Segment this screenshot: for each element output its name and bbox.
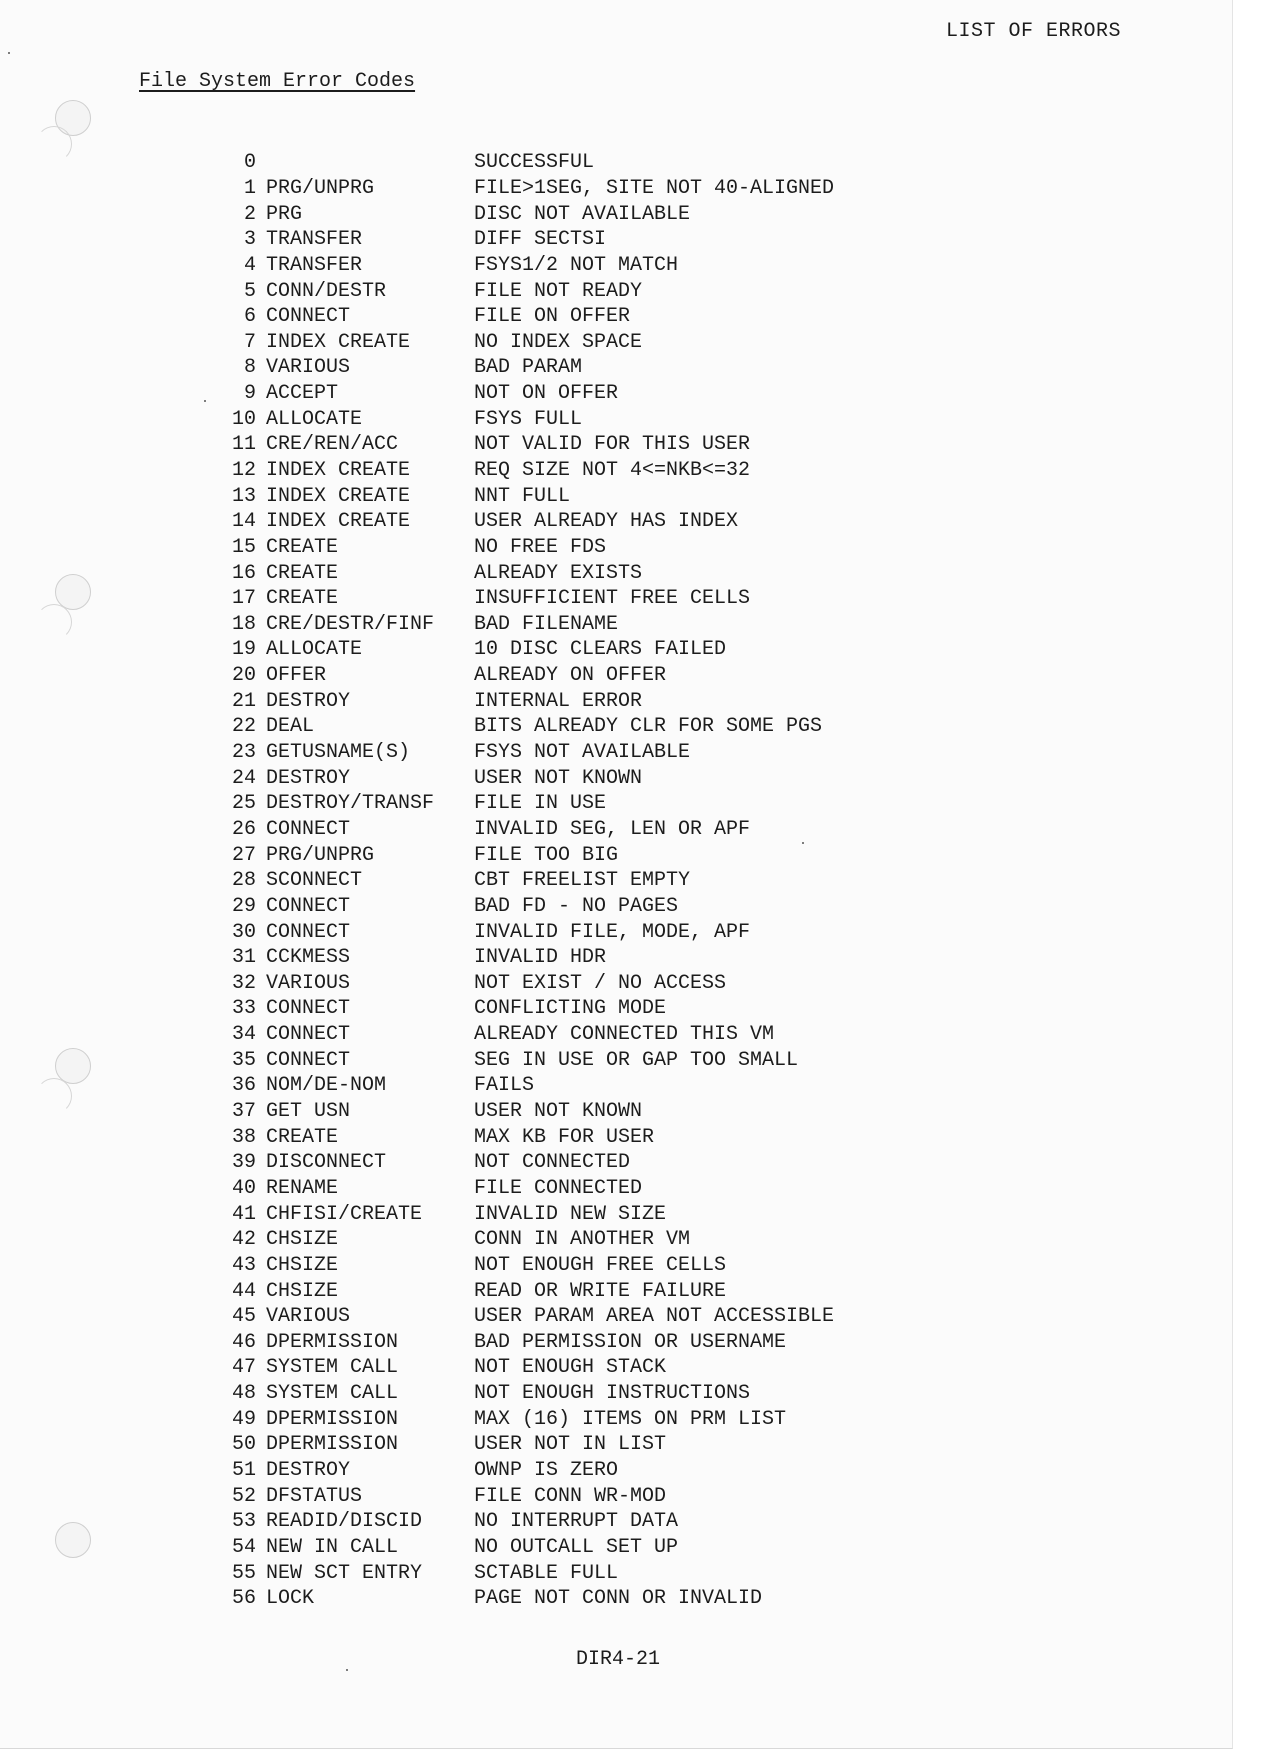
error-caller: SYSTEM CALL bbox=[266, 1356, 399, 1380]
error-code: 49 bbox=[231, 1407, 256, 1431]
error-row bbox=[220, 868, 920, 894]
error-meaning: DIFF SECTSI bbox=[474, 228, 607, 252]
error-code: 45 bbox=[231, 1305, 256, 1329]
error-row bbox=[220, 945, 920, 971]
error-meaning: ALREADY EXISTS bbox=[474, 561, 643, 585]
error-meaning: FSYS FULL bbox=[474, 407, 583, 431]
error-code: 48 bbox=[231, 1382, 256, 1406]
page-number: DIR4-21 bbox=[576, 1648, 661, 1671]
error-caller: ALLOCATE bbox=[266, 638, 363, 662]
error-row bbox=[220, 612, 920, 638]
error-caller: TRANSFER bbox=[266, 228, 363, 252]
error-row bbox=[220, 586, 920, 612]
error-meaning: CONFLICTING MODE bbox=[474, 997, 667, 1021]
error-meaning: MAX KB FOR USER bbox=[474, 1125, 655, 1149]
error-meaning: BAD FILENAME bbox=[474, 612, 619, 636]
error-meaning: FSYS NOT AVAILABLE bbox=[474, 741, 691, 765]
error-caller: CONN/DESTR bbox=[266, 279, 387, 303]
error-row bbox=[220, 1458, 920, 1484]
error-caller: CHSIZE bbox=[266, 1279, 339, 1303]
error-meaning: SUCCESSFUL bbox=[474, 151, 595, 175]
error-caller: CHSIZE bbox=[266, 1228, 339, 1252]
error-meaning: FILE ON OFFER bbox=[474, 305, 631, 329]
error-code: 39 bbox=[231, 1151, 256, 1175]
error-row bbox=[220, 406, 920, 432]
page-header-title: LIST OF ERRORS bbox=[946, 20, 1122, 43]
error-row bbox=[220, 663, 920, 689]
error-meaning: ALREADY CONNECTED THIS VM bbox=[474, 1023, 775, 1047]
error-caller: CREATE bbox=[266, 561, 339, 585]
error-meaning: FILE CONNECTED bbox=[474, 1176, 643, 1200]
error-code: 2 bbox=[243, 202, 256, 226]
error-row bbox=[220, 996, 920, 1022]
error-caller: DESTROY bbox=[266, 689, 351, 713]
error-code: 51 bbox=[231, 1458, 256, 1482]
error-meaning: NOT EXIST / NO ACCESS bbox=[474, 971, 727, 995]
error-code: 17 bbox=[231, 587, 256, 611]
error-code: 40 bbox=[231, 1176, 256, 1200]
error-row bbox=[220, 483, 920, 509]
error-meaning: FSYS1/2 NOT MATCH bbox=[474, 253, 679, 277]
error-meaning: NOT ENOUGH FREE CELLS bbox=[474, 1253, 727, 1277]
error-meaning: CBT FREELIST EMPTY bbox=[474, 869, 691, 893]
error-code: 29 bbox=[231, 894, 256, 918]
error-code: 18 bbox=[231, 612, 256, 636]
error-row bbox=[220, 1227, 920, 1253]
error-row bbox=[220, 1509, 920, 1535]
error-code: 4 bbox=[243, 253, 256, 277]
error-code: 0 bbox=[243, 151, 256, 175]
error-meaning: FILE TOO BIG bbox=[474, 843, 619, 867]
error-code: 53 bbox=[231, 1510, 256, 1534]
error-code: 35 bbox=[231, 1048, 256, 1072]
error-code: 6 bbox=[243, 305, 256, 329]
error-meaning: OWNP IS ZERO bbox=[474, 1458, 619, 1482]
error-meaning: INVALID SEG, LEN OR APF bbox=[474, 817, 751, 841]
error-code: 9 bbox=[243, 382, 256, 406]
error-row bbox=[220, 1124, 920, 1150]
error-caller: VARIOUS bbox=[266, 971, 351, 995]
error-caller: CONNECT bbox=[266, 894, 351, 918]
error-row bbox=[220, 894, 920, 920]
error-caller: CREATE bbox=[266, 1125, 339, 1149]
error-code: 11 bbox=[231, 433, 256, 457]
error-code: 26 bbox=[231, 817, 256, 841]
error-code: 21 bbox=[231, 689, 256, 713]
error-code: 41 bbox=[231, 1202, 256, 1226]
error-code: 1 bbox=[243, 176, 256, 200]
error-meaning: NO FREE FDS bbox=[474, 535, 607, 559]
error-meaning: NOT ON OFFER bbox=[474, 382, 619, 406]
error-caller: NOM/DE-NOM bbox=[266, 1074, 387, 1098]
error-caller: DPERMISSION bbox=[266, 1407, 399, 1431]
error-row bbox=[220, 176, 920, 202]
error-meaning: INSUFFICIENT FREE CELLS bbox=[474, 587, 751, 611]
error-caller: DESTROY bbox=[266, 1458, 351, 1482]
error-row bbox=[220, 1304, 920, 1330]
error-meaning: PAGE NOT CONN OR INVALID bbox=[474, 1587, 763, 1611]
error-row bbox=[220, 432, 920, 458]
error-meaning: NOT CONNECTED bbox=[474, 1151, 631, 1175]
error-meaning: USER NOT IN LIST bbox=[474, 1433, 667, 1457]
error-row bbox=[220, 1099, 920, 1125]
error-caller: NEW SCT ENTRY bbox=[266, 1561, 423, 1585]
error-meaning: INVALID FILE, MODE, APF bbox=[474, 920, 751, 944]
error-code: 34 bbox=[231, 1023, 256, 1047]
error-row bbox=[220, 740, 920, 766]
error-code: 54 bbox=[231, 1535, 256, 1559]
error-caller: GET USN bbox=[266, 1100, 351, 1124]
error-caller: NEW IN CALL bbox=[266, 1535, 399, 1559]
error-caller: GETUSNAME(S) bbox=[266, 741, 411, 765]
error-row bbox=[220, 355, 920, 381]
error-row bbox=[220, 791, 920, 817]
error-row bbox=[220, 381, 920, 407]
error-meaning: 10 DISC CLEARS FAILED bbox=[474, 638, 727, 662]
error-row bbox=[220, 1406, 920, 1432]
error-caller: CONNECT bbox=[266, 997, 351, 1021]
error-meaning: READ OR WRITE FAILURE bbox=[474, 1279, 727, 1303]
error-caller: VARIOUS bbox=[266, 1305, 351, 1329]
error-row bbox=[220, 1483, 920, 1509]
error-caller: CCKMESS bbox=[266, 946, 351, 970]
error-row bbox=[220, 637, 920, 663]
error-caller: SYSTEM CALL bbox=[266, 1382, 399, 1406]
error-row bbox=[220, 817, 920, 843]
error-code: 3 bbox=[243, 228, 256, 252]
error-caller: INDEX CREATE bbox=[266, 484, 411, 508]
error-meaning: SEG IN USE OR GAP TOO SMALL bbox=[474, 1048, 799, 1072]
error-meaning: USER NOT KNOWN bbox=[474, 766, 643, 790]
error-row bbox=[220, 1560, 920, 1586]
error-meaning: BITS ALREADY CLR FOR SOME PGS bbox=[474, 715, 823, 739]
error-meaning: CONN IN ANOTHER VM bbox=[474, 1228, 691, 1252]
error-caller: CONNECT bbox=[266, 305, 351, 329]
error-code: 27 bbox=[231, 843, 256, 867]
error-meaning: MAX (16) ITEMS ON PRM LIST bbox=[474, 1407, 787, 1431]
error-code: 22 bbox=[231, 715, 256, 739]
error-row bbox=[220, 509, 920, 535]
error-code: 52 bbox=[231, 1484, 256, 1508]
error-meaning: NO INTERRUPT DATA bbox=[474, 1510, 679, 1534]
error-code: 42 bbox=[231, 1228, 256, 1252]
error-code: 20 bbox=[231, 664, 256, 688]
error-meaning: USER PARAM AREA NOT ACCESSIBLE bbox=[474, 1305, 835, 1329]
error-row bbox=[220, 227, 920, 253]
error-code: 15 bbox=[231, 535, 256, 559]
error-row bbox=[220, 1201, 920, 1227]
error-row bbox=[220, 765, 920, 791]
error-caller: DEAL bbox=[266, 715, 315, 739]
error-caller: READID/DISCID bbox=[266, 1510, 423, 1534]
error-row bbox=[220, 1535, 920, 1561]
error-row bbox=[220, 560, 920, 586]
error-row bbox=[220, 1329, 920, 1355]
error-meaning: BAD PARAM bbox=[474, 356, 583, 380]
error-code: 23 bbox=[231, 741, 256, 765]
scan-speck bbox=[8, 52, 10, 54]
punch-hole-2-outline bbox=[36, 604, 72, 640]
error-meaning: BAD FD - NO PAGES bbox=[474, 894, 679, 918]
error-row bbox=[220, 919, 920, 945]
error-row bbox=[220, 971, 920, 997]
error-row bbox=[220, 842, 920, 868]
error-caller: CONNECT bbox=[266, 1023, 351, 1047]
punch-hole-4 bbox=[55, 1522, 91, 1558]
error-row bbox=[220, 688, 920, 714]
error-code: 7 bbox=[243, 330, 256, 354]
error-code: 8 bbox=[243, 356, 256, 380]
error-code: 37 bbox=[231, 1100, 256, 1124]
error-caller: CRE/REN/ACC bbox=[266, 433, 399, 457]
error-meaning: USER ALREADY HAS INDEX bbox=[474, 510, 739, 534]
error-code: 25 bbox=[231, 792, 256, 816]
error-meaning: DISC NOT AVAILABLE bbox=[474, 202, 691, 226]
error-caller: DPERMISSION bbox=[266, 1433, 399, 1457]
error-caller: DPERMISSION bbox=[266, 1330, 399, 1354]
error-row bbox=[220, 535, 920, 561]
error-code: 47 bbox=[231, 1356, 256, 1380]
error-meaning: USER NOT KNOWN bbox=[474, 1100, 643, 1124]
error-caller: PRG/UNPRG bbox=[266, 843, 375, 867]
error-code: 33 bbox=[231, 997, 256, 1021]
error-code: 24 bbox=[231, 766, 256, 790]
error-code: 50 bbox=[231, 1433, 256, 1457]
error-meaning: INVALID NEW SIZE bbox=[474, 1202, 667, 1226]
error-code: 28 bbox=[231, 869, 256, 893]
error-caller: INDEX CREATE bbox=[266, 459, 411, 482]
error-meaning: NOT ENOUGH INSTRUCTIONS bbox=[474, 1382, 751, 1406]
error-caller: CONNECT bbox=[266, 1048, 351, 1072]
error-code: 44 bbox=[231, 1279, 256, 1303]
error-caller: DISCONNECT bbox=[266, 1151, 387, 1175]
error-row bbox=[220, 1586, 920, 1612]
error-caller: OFFER bbox=[266, 664, 327, 688]
error-meaning: NO INDEX SPACE bbox=[474, 330, 643, 354]
error-meaning: BAD PERMISSION OR USERNAME bbox=[474, 1330, 787, 1354]
error-row bbox=[220, 1381, 920, 1407]
error-meaning: FILE CONN WR-MOD bbox=[474, 1484, 667, 1508]
error-meaning: SCTABLE FULL bbox=[474, 1561, 619, 1585]
error-code: 30 bbox=[231, 920, 256, 944]
error-row bbox=[220, 1047, 920, 1073]
error-code: 12 bbox=[231, 459, 256, 482]
error-meaning: FILE IN USE bbox=[474, 792, 607, 816]
error-caller: PRG/UNPRG bbox=[266, 176, 375, 200]
error-row bbox=[220, 1278, 920, 1304]
scan-speck bbox=[346, 1669, 348, 1671]
error-code-list bbox=[220, 150, 920, 1612]
error-row bbox=[220, 1253, 920, 1279]
error-caller: RENAME bbox=[266, 1176, 339, 1200]
error-meaning: NOT ENOUGH STACK bbox=[474, 1356, 667, 1380]
error-code: 32 bbox=[231, 971, 256, 995]
error-meaning: FAILS bbox=[474, 1074, 535, 1098]
error-meaning: FILE NOT READY bbox=[474, 279, 643, 303]
error-code: 31 bbox=[231, 946, 256, 970]
error-row bbox=[220, 1432, 920, 1458]
error-code: 43 bbox=[231, 1253, 256, 1277]
error-code: 38 bbox=[231, 1125, 256, 1149]
error-meaning: ALREADY ON OFFER bbox=[474, 664, 667, 688]
error-row bbox=[220, 1073, 920, 1099]
error-code: 10 bbox=[231, 407, 256, 431]
error-code: 36 bbox=[231, 1074, 256, 1098]
error-row bbox=[220, 1150, 920, 1176]
error-row bbox=[220, 1022, 920, 1048]
error-caller: CONNECT bbox=[266, 817, 351, 841]
error-caller: CRE/DESTR/FINF bbox=[266, 612, 435, 636]
error-caller: LOCK bbox=[266, 1587, 315, 1611]
error-caller: INDEX CREATE bbox=[266, 510, 411, 534]
error-code: 5 bbox=[243, 279, 256, 303]
error-code: 56 bbox=[231, 1587, 256, 1611]
error-row bbox=[220, 1176, 920, 1202]
error-row bbox=[220, 329, 920, 355]
error-caller: SCONNECT bbox=[266, 869, 363, 893]
error-caller: CHFISI/CREATE bbox=[266, 1202, 423, 1226]
error-row bbox=[220, 278, 920, 304]
error-caller: ALLOCATE bbox=[266, 407, 363, 431]
error-caller: VARIOUS bbox=[266, 356, 351, 380]
error-code: 13 bbox=[231, 484, 256, 508]
error-meaning: NO OUTCALL SET UP bbox=[474, 1535, 679, 1559]
error-caller: TRANSFER bbox=[266, 253, 363, 277]
error-caller: DESTROY bbox=[266, 766, 351, 790]
error-caller: INDEX CREATE bbox=[266, 330, 411, 354]
error-row bbox=[220, 201, 920, 227]
error-row bbox=[220, 253, 920, 279]
error-meaning: FILE>1SEG, SITE NOT 40-ALIGNED bbox=[474, 176, 835, 200]
error-meaning: REQ SIZE NOT 4<=NKB<=32 bbox=[474, 459, 751, 482]
punch-hole-3-outline bbox=[36, 1078, 72, 1114]
error-meaning: INVALID HDR bbox=[474, 946, 607, 970]
error-code: 55 bbox=[231, 1561, 256, 1585]
error-meaning: NNT FULL bbox=[474, 484, 571, 508]
error-row bbox=[220, 714, 920, 740]
error-code: 19 bbox=[231, 638, 256, 662]
error-caller: CONNECT bbox=[266, 920, 351, 944]
error-row bbox=[220, 458, 920, 484]
error-caller: CREATE bbox=[266, 535, 339, 559]
error-code: 14 bbox=[231, 510, 256, 534]
error-caller: CHSIZE bbox=[266, 1253, 339, 1277]
error-caller: ACCEPT bbox=[266, 382, 339, 406]
scan-speck bbox=[204, 400, 206, 402]
error-caller: CREATE bbox=[266, 587, 339, 611]
error-row bbox=[220, 150, 920, 176]
error-row bbox=[220, 1355, 920, 1381]
error-code: 16 bbox=[231, 561, 256, 585]
error-caller: PRG bbox=[266, 202, 303, 226]
error-meaning: INTERNAL ERROR bbox=[474, 689, 643, 713]
error-code: 46 bbox=[231, 1330, 256, 1354]
punch-hole-1-outline bbox=[36, 126, 72, 162]
section-title: File System Error Codes bbox=[139, 70, 416, 93]
error-caller: DFSTATUS bbox=[266, 1484, 363, 1508]
error-caller: DESTROY/TRANSF bbox=[266, 792, 435, 816]
error-meaning: NOT VALID FOR THIS USER bbox=[474, 433, 751, 457]
error-row bbox=[220, 304, 920, 330]
